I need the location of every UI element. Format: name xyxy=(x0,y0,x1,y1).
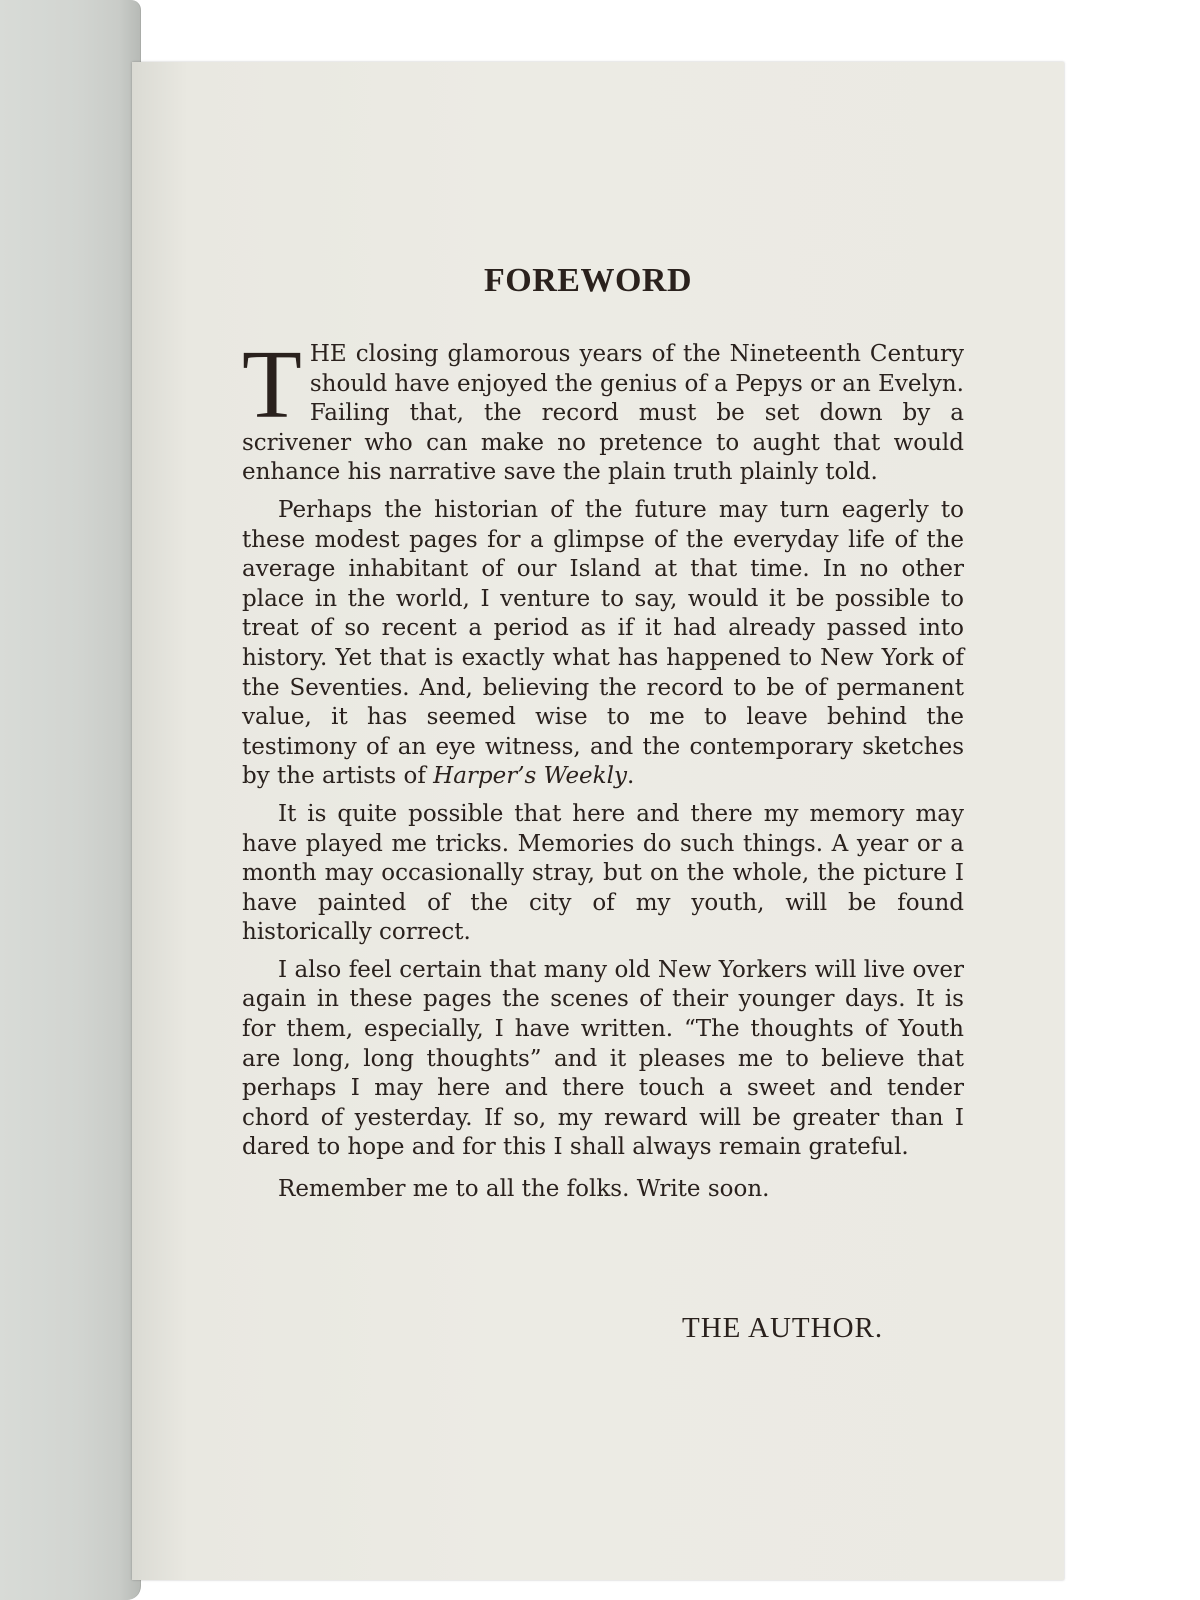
paragraph-2 xyxy=(242,496,964,792)
book-page xyxy=(132,62,1064,1580)
paragraph-4 xyxy=(242,956,964,1163)
paragraph-4-text: I also feel certain that many old New Yorkers will live over again in these pages the scenes of their younger days. It is for them, especially, I have written. “The thoughts of Youth are long, long thoughts” and it pleases me to believe that perhaps I may here and there touch a sweet and tender chord of yesterday. If so, my reward will be greater than I dared to hope and for this I shall always remain grateful. xyxy=(242,956,964,1161)
paragraph-3 xyxy=(242,800,964,948)
publication-title-period: . xyxy=(626,763,635,790)
closing-line: Remember me to all the folks. Write soon. xyxy=(278,1176,770,1203)
drop-cap: T xyxy=(242,331,302,439)
left-page-edge xyxy=(0,0,141,1600)
foreword-body xyxy=(242,331,964,1205)
page-title: FOREWORD xyxy=(484,262,692,299)
paragraph-1-text: HE closing glamorous years of the Nineteenth Century should have enjoyed the genius of a Pepys or an Evelyn. Failing that, the record must be set down by a scrivener who can make no pretence to aught that would enhance his narrative save the plain truth plainly told. xyxy=(242,341,964,486)
paragraph-1 xyxy=(242,331,964,488)
paragraph-3-text: It is quite possible that here and there my memory may have played me tricks. Memories do such things. A year or a month may occasionally stray, but on the whole, the picture I have painted of the city of my youth, will be found historically correct. xyxy=(242,800,964,946)
paragraph-2-text: Perhaps the historian of the future may turn eagerly to these modest pages for a glimpse of the everyday life of the average inhabitant of our Island at that time. In no other place in the world, I venture to say, would it be possible to treat of so recent a period as if it had already passed into history. Yet that is exactly what has happened to New York of the Seventies. And, believing the record to be of permanent value, it has seemed wise to me to leave behind the testimony of an eye witness, and the contemporary sketches by the artists of xyxy=(242,496,964,790)
signature: THE AUTHOR. xyxy=(682,1312,884,1344)
publication-title: Harper’s Weekly xyxy=(433,763,627,790)
